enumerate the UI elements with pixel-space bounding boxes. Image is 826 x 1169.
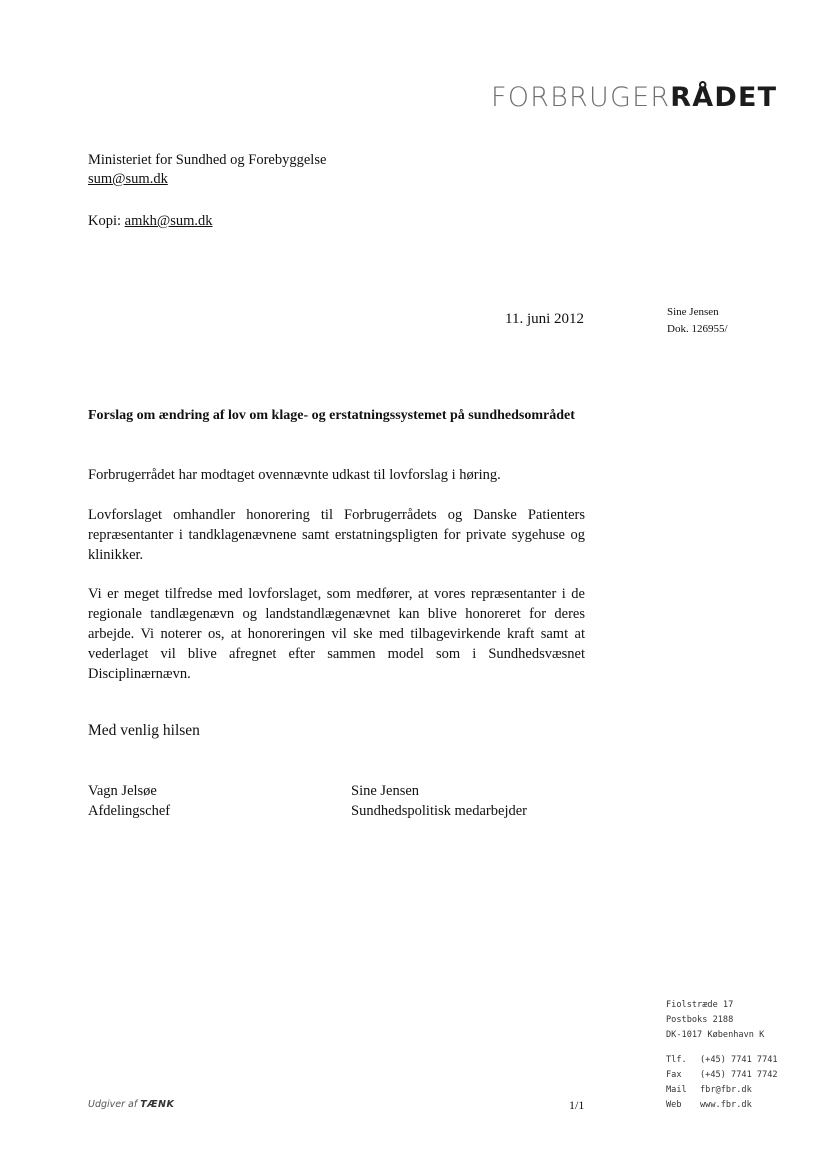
contact-web: Web www.fbr.dk (666, 1100, 752, 1110)
contact-mail: Mail fbr@fbr.dk (666, 1085, 752, 1095)
paragraph-1: Forbrugerrådet har modtaget ovennævnte udkast til lovforslag i høring. (88, 467, 501, 483)
footer-contact (666, 1053, 778, 1113)
document-meta (667, 304, 728, 338)
signature-1 (88, 781, 170, 821)
forbrugerraadet-logo (491, 83, 777, 113)
logo-text-light: FORBRUGER (491, 82, 671, 113)
publisher-line (88, 1098, 174, 1112)
paragraph-3: Vi er meget tilfredse med lovforslaget, som medfører, at vores repræsentanter i de regionale tandlægenævn og landstandlægenævnet kan blive honoreret for deres arbejde. Vi noterer os, at honoreringen vil ske med tilbagevirkende kraft samt at vederlaget vil blive afregnet efter sammen model som i Sundhedsvæsnet Disciplinærnævn. (88, 586, 585, 682)
copy-label: Kopi: (88, 213, 122, 229)
letter-subject: Forslag om ændring af lov om klage- og erstatningssystemet på sundhedsområdet (88, 408, 575, 423)
footer-address (666, 998, 764, 1043)
copy-line (88, 212, 213, 231)
signature-2-name: Sine Jensen (351, 783, 420, 799)
contact-phone: Tlf. (+45) 7741 7741 (666, 1055, 778, 1065)
contact-fax: Fax (+45) 7741 7742 (666, 1070, 778, 1080)
signature-1-title: Afdelingschef (88, 803, 171, 819)
taenk-logo: TÆNK (140, 1099, 175, 1110)
copy-email-link[interactable]: amkh@sum.dk (124, 213, 213, 229)
meta-author: Sine Jensen (667, 306, 719, 318)
signature-2-title: Sundhedspolitisk medarbejder (351, 803, 527, 819)
paragraph-2: Lovforslaget omhandler honorering til Forbrugerrådets og Danske Patienters repræsentanter i tandklagenævnene samt erstatningspligten for private sygehuse og klinikker. (88, 507, 585, 563)
letter-date: 11. juni 2012 (505, 311, 585, 327)
recipient-email-link[interactable]: sum@sum.dk (88, 171, 168, 187)
page-number: 1/1 (569, 1098, 585, 1112)
address-line: DK-1017 København K (666, 1030, 765, 1040)
meta-doc-number: Dok. 126955/ (667, 323, 728, 335)
recipient-name: Ministeriet for Sundhed og Forebyggelse (88, 152, 327, 168)
address-line: Fiolstræde 17 (666, 1000, 734, 1010)
closing-greeting: Med venlig hilsen (88, 722, 200, 739)
publisher-prefix: Udgiver af (88, 1099, 138, 1110)
signature-1-name: Vagn Jelsøe (88, 783, 157, 799)
address-line: Postboks 2188 (666, 1015, 734, 1025)
recipient-block (88, 151, 326, 189)
signature-2 (351, 781, 527, 821)
logo-text-dark: RÅDET (670, 82, 778, 113)
